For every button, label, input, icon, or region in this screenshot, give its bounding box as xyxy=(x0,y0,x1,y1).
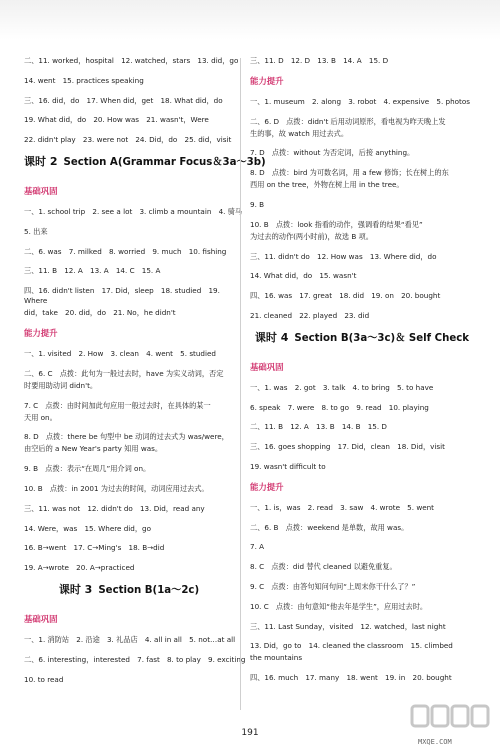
scan-top-shadow xyxy=(0,0,500,40)
column-divider xyxy=(240,58,241,710)
answer-line: 19. wasn't difficult to xyxy=(250,461,326,471)
answer-line: 二、6. C 点拨：此句为一般过去时，have 为实义动词，否定 xyxy=(24,368,224,378)
answer-line-continued: the mountains xyxy=(250,653,303,663)
answer-line: 19. A→wrote 20. A→practiced xyxy=(24,563,135,573)
answer-line: 一、1. museum 2. along 3. robot 4. expensive 5. photos xyxy=(250,96,470,106)
lesson-2-title xyxy=(24,154,266,170)
answer-line: 二、6. D 点拨：didn't 后用动词原形，看电视为昨天晚上发 xyxy=(250,116,446,126)
answer-line: 一、1. 消防站 2. 沿途 3. 礼品店 4. all in all 5. not…at all xyxy=(24,634,236,644)
answer-line-continued: 生的事，故 watch 用过去式。 xyxy=(250,128,349,138)
answer-line: 二、11. B 12. A 13. B 14. B 15. D xyxy=(250,422,387,432)
answer-line: 5. 出来 xyxy=(24,226,48,236)
answer-line: 14. What did，do 15. wasn't xyxy=(250,271,357,281)
answer-line-continued: 西用 on the tree，外物在树上用 in the tree。 xyxy=(250,180,404,190)
answer-line: 16. B→went 17. C→Ming's 18. B→did xyxy=(24,543,165,553)
answer-line: 7. A xyxy=(250,542,265,552)
answer-line-continued: did，take 20. did，do 21. No，he didn't xyxy=(24,308,176,318)
answer-line: 10. B 点拨：look 指看的动作，强调看的结果“看见” xyxy=(250,219,423,229)
answer-line: 14. went 15. practices speaking xyxy=(24,75,144,85)
watermark-text: MXQE.COM xyxy=(418,738,452,746)
lesson-4-title xyxy=(250,331,474,346)
answer-line: 一、1. is，was 2. read 3. saw 4. wrote 5. went xyxy=(250,502,434,512)
answer-line: 8. D 点拨：there be 句型中 be 动词的过去式为 was/were， xyxy=(24,432,229,442)
answer-line: 三、11. D 12. D 13. B 14. A 15. D xyxy=(250,56,389,65)
answer-line: 21. cleaned 22. played 23. did xyxy=(250,310,370,320)
lesson-section: Section B(1a～2c) xyxy=(98,584,200,596)
answer-line: 9. B 点拨：表示“在周几”用介词 on。 xyxy=(24,464,151,474)
right-column xyxy=(250,56,474,693)
answer-line: 三、16. goes shopping 17. Did，clean 18. Did，visit xyxy=(250,442,445,452)
answer-line: 二、6. interesting，interested 7. fast 8. to play 9. exciting xyxy=(24,654,246,664)
answer-line: 14. Were，was 15. Where did，go xyxy=(24,523,152,533)
answer-line-continued: 天用 on。 xyxy=(24,412,57,422)
answer-line: 四、16. was 17. great 18. did 19. on 20. bought xyxy=(250,291,441,301)
section-heading-improve: 能力提升 xyxy=(250,75,284,86)
answer-line: 10. B 点拨：in 2001 为过去的时间，动词应用过去式。 xyxy=(24,483,209,493)
answer-line: 10. C 点拨：由句意知“他去年是学生”，应用过去时。 xyxy=(250,601,428,611)
answer-line: 13. Did，go to 14. cleaned the classroom 15. climbed xyxy=(250,641,453,651)
section-heading-basic: 基础巩固 xyxy=(24,185,58,196)
answer-line: 10. to read xyxy=(24,674,64,684)
answer-line: 一、1. school trip 2. see a lot 3. climb a mountain 4. 骑马 xyxy=(24,206,243,216)
answer-line: 一、1. visited 2. How 3. clean 4. went 5. studied xyxy=(24,348,216,358)
answer-line: 三、11. Last Sunday，visited 12. watched，last night xyxy=(250,621,446,631)
answer-line: 四、16. much 17. many 18. went 19. in 20. bought xyxy=(250,673,452,683)
answer-line: 19. What did，do 20. How was 21. wasn't，Were xyxy=(24,115,209,125)
answer-line: 二、6. was 7. milked 8. worried 9. much 10. fishing xyxy=(24,246,227,256)
answer-line: 四、16. didn't listen 17. Did，sleep 18. studied 19. Where xyxy=(24,286,220,306)
answer-line-continued: 为过去的动作(两小时前)，故选 B 项。 xyxy=(250,231,373,241)
lesson-3-title xyxy=(24,583,234,598)
lesson-number: 课时 4 xyxy=(254,330,289,344)
answer-line: 一、1. was 2. got 3. talk 4. to bring 5. to have xyxy=(250,382,434,392)
answer-line: 8. C 点拨：did 替代 cleaned 以避免重复。 xyxy=(250,562,397,572)
section-heading-basic: 基础巩固 xyxy=(24,613,58,624)
answer-line: 三、16. did，do 17. When did，get 18. What did，do xyxy=(24,95,223,105)
answer-line-continued: 时要用助动词 didn't。 xyxy=(24,380,98,390)
answer-line: 二、6. B 点拨：weekend 是单数，故用 was。 xyxy=(250,522,409,532)
lesson-number: 课时 3 xyxy=(58,582,93,596)
answer-line: 22. didn't play 23. were not 24. Did，do 25. did，visit xyxy=(24,135,232,145)
answer-line-continued: 由空后的 a New Year's party 知用 was。 xyxy=(24,444,163,454)
answer-line: 6. speak 7. were 8. to go 9. read 10. playing xyxy=(250,402,429,412)
answer-line: 三、11. B 12. A 13. A 14. C 15. A xyxy=(24,266,161,276)
section-heading-improve: 能力提升 xyxy=(24,327,58,338)
lesson-number: 课时 2 xyxy=(24,154,58,168)
answer-line: 7. D 点拨：without 为否定词，后接 anything。 xyxy=(250,148,415,158)
section-heading-improve: 能力提升 xyxy=(250,481,284,492)
answer-line: 三、11. was not 12. didn't do 13. Did，read any xyxy=(24,503,205,513)
answer-line: 9. C 点拨：由答句知问句问“上周末你干什么了？” xyxy=(250,581,416,591)
lesson-section: Section B(3a～3c)＆ Self Check xyxy=(294,332,470,344)
answer-line: 9. B xyxy=(250,199,265,209)
section-heading-basic: 基础巩固 xyxy=(250,361,284,372)
answer-line: 7. C 点拨：由时间加此句应用一般过去时，在具体的某一 xyxy=(24,400,211,410)
answer-line: 三、11. didn't do 12. How was 13. Where did，do xyxy=(250,251,437,261)
lesson-section: Section A(Grammar Focus＆3a～3b) xyxy=(63,156,266,168)
answer-line: 8. D 点拨：bird 为可数名词，用 a few 修饰；长在树上的东 xyxy=(250,168,449,178)
page-number: 191 xyxy=(241,728,259,738)
answer-line: 二、11. worked，hospital 12. watched，stars 13. did，go xyxy=(24,56,239,65)
